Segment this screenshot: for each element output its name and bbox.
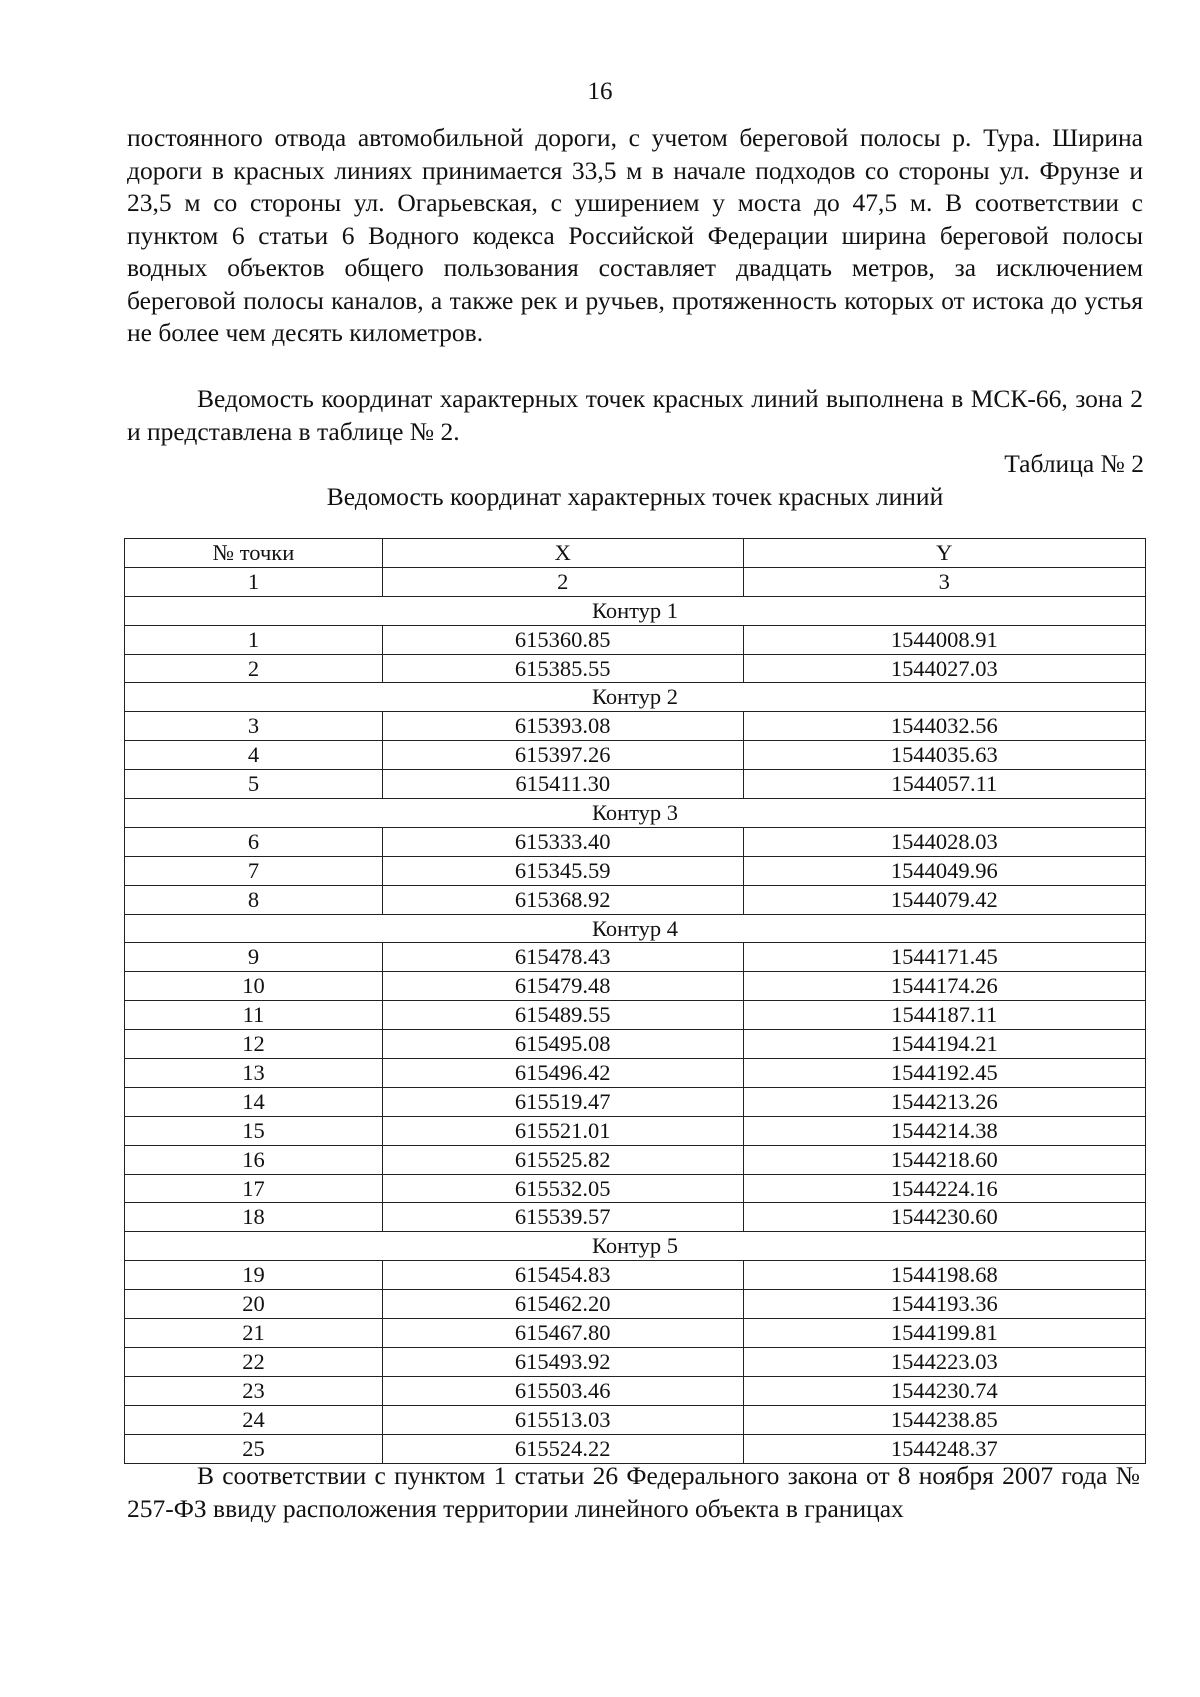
x-coordinate-cell: 615519.47: [382, 1087, 743, 1116]
contour-row: [125, 914, 1146, 943]
table-row: [125, 1030, 1146, 1059]
x-coordinate-cell: 615532.05: [382, 1174, 743, 1203]
table-row: [125, 1261, 1146, 1290]
x-coordinate-cell: 615333.40: [382, 827, 743, 856]
table-row: [125, 972, 1146, 1001]
point-number-cell: 21: [125, 1319, 383, 1348]
contour-label: Контур 4: [125, 914, 1146, 943]
paragraph-road-width: постоянного отвода автомобильной дороги, с учетом береговой полосы р. Тура. Ширина дороги в красных линиях принимается 33,5 м в начале подходов со стороны ул. Фрунзе и 23,5 м со стороны ул. Огарьевская, с уширением у моста до 47,5 м. В соответствии с пунктом 6 статьи 6 Водного кодекса Российской Федерации ширина береговой полосы водных объектов общего пользования составляет двадцать метров, за исключением береговой полосы каналов, а также рек и ручьев, протяженность которых от истока до устья не более чем десять километров.: [127, 123, 1143, 347]
contour-label: Контур 3: [125, 799, 1146, 828]
point-number-cell: 16: [125, 1145, 383, 1174]
table-row: [125, 827, 1146, 856]
point-number-cell: 11: [125, 1001, 383, 1030]
x-coordinate-cell: 615454.83: [382, 1261, 743, 1290]
x-coordinate-cell: 615495.08: [382, 1030, 743, 1059]
table-caption: Таблица № 2: [1004, 449, 1144, 478]
table-row: [125, 625, 1146, 654]
point-number-cell: 13: [125, 1059, 383, 1088]
y-coordinate-cell: 1544238.85: [743, 1405, 1145, 1434]
table-row: [125, 1059, 1146, 1088]
coordinates-table: [124, 538, 1146, 1464]
y-coordinate-cell: 1544223.03: [743, 1347, 1145, 1376]
header-y: Y: [743, 539, 1145, 568]
y-coordinate-cell: 1544230.74: [743, 1376, 1145, 1405]
x-coordinate-cell: 615360.85: [382, 625, 743, 654]
point-number-cell: 22: [125, 1347, 383, 1376]
y-coordinate-cell: 1544224.16: [743, 1174, 1145, 1203]
table-header-row: [125, 539, 1146, 568]
point-number-cell: 10: [125, 972, 383, 1001]
x-coordinate-cell: 615524.22: [382, 1434, 743, 1463]
x-coordinate-cell: 615479.48: [382, 972, 743, 1001]
x-coordinate-cell: 615478.43: [382, 943, 743, 972]
point-number-cell: 2: [125, 654, 383, 683]
y-coordinate-cell: 1544057.11: [743, 770, 1145, 799]
point-number-cell: 23: [125, 1376, 383, 1405]
table-row: [125, 1203, 1146, 1232]
table-row: [125, 712, 1146, 741]
table-row: [125, 1087, 1146, 1116]
table-row: [125, 1001, 1146, 1030]
y-coordinate-cell: 1544187.11: [743, 1001, 1145, 1030]
point-number-cell: 9: [125, 943, 383, 972]
table-row: [125, 1116, 1146, 1145]
x-coordinate-cell: 615385.55: [382, 654, 743, 683]
table-column-numbers-row: [125, 567, 1146, 596]
table-row: [125, 741, 1146, 770]
table-row: [125, 885, 1146, 914]
table-row: [125, 770, 1146, 799]
point-number-cell: 14: [125, 1087, 383, 1116]
header-x: X: [382, 539, 743, 568]
table-row: [125, 943, 1146, 972]
contour-label: Контур 2: [125, 683, 1146, 712]
table-row: [125, 654, 1146, 683]
table-row: [125, 1290, 1146, 1319]
table-row: [125, 1434, 1146, 1463]
contour-row: [125, 596, 1146, 625]
point-number-cell: 6: [125, 827, 383, 856]
table-title: Ведомость координат характерных точек красных линий: [326, 482, 944, 511]
column-number-3: 3: [743, 567, 1145, 596]
point-number-cell: 8: [125, 885, 383, 914]
column-number-1: 1: [125, 567, 383, 596]
point-number-cell: 17: [125, 1174, 383, 1203]
page-number: 16: [587, 78, 613, 105]
y-coordinate-cell: 1544027.03: [743, 654, 1145, 683]
x-coordinate-cell: 615345.59: [382, 856, 743, 885]
y-coordinate-cell: 1544049.96: [743, 856, 1145, 885]
y-coordinate-cell: 1544218.60: [743, 1145, 1145, 1174]
paragraph-coordinates-intro: Ведомость координат характерных точек красных линий выполнена в МСК-66, зона 2 и представлена в таблице № 2.: [127, 384, 1143, 446]
point-number-cell: 19: [125, 1261, 383, 1290]
table-row: [125, 1319, 1146, 1348]
y-coordinate-cell: 1544230.60: [743, 1203, 1145, 1232]
y-coordinate-cell: 1544248.37: [743, 1434, 1145, 1463]
x-coordinate-cell: 615493.92: [382, 1347, 743, 1376]
point-number-cell: 24: [125, 1405, 383, 1434]
point-number-cell: 1: [125, 625, 383, 654]
table-row: [125, 1376, 1146, 1405]
x-coordinate-cell: 615539.57: [382, 1203, 743, 1232]
y-coordinate-cell: 1544171.45: [743, 943, 1145, 972]
y-coordinate-cell: 1544193.36: [743, 1290, 1145, 1319]
point-number-cell: 25: [125, 1434, 383, 1463]
point-number-cell: 18: [125, 1203, 383, 1232]
y-coordinate-cell: 1544214.38: [743, 1116, 1145, 1145]
x-coordinate-cell: 615489.55: [382, 1001, 743, 1030]
point-number-cell: 5: [125, 770, 383, 799]
table-row: [125, 856, 1146, 885]
y-coordinate-cell: 1544032.56: [743, 712, 1145, 741]
x-coordinate-cell: 615368.92: [382, 885, 743, 914]
paragraph-federal-law: В соответствии с пунктом 1 статьи 26 Федерального закона от 8 ноября 2007 года № 257-ФЗ ввиду расположения территории линейного объекта в границах: [127, 1461, 1140, 1523]
column-number-2: 2: [382, 567, 743, 596]
x-coordinate-cell: 615513.03: [382, 1405, 743, 1434]
x-coordinate-cell: 615467.80: [382, 1319, 743, 1348]
contour-row: [125, 1232, 1146, 1261]
y-coordinate-cell: 1544028.03: [743, 827, 1145, 856]
y-coordinate-cell: 1544194.21: [743, 1030, 1145, 1059]
contour-row: [125, 799, 1146, 828]
point-number-cell: 7: [125, 856, 383, 885]
y-coordinate-cell: 1544035.63: [743, 741, 1145, 770]
y-coordinate-cell: 1544192.45: [743, 1059, 1145, 1088]
x-coordinate-cell: 615411.30: [382, 770, 743, 799]
x-coordinate-cell: 615496.42: [382, 1059, 743, 1088]
y-coordinate-cell: 1544198.68: [743, 1261, 1145, 1290]
x-coordinate-cell: 615393.08: [382, 712, 743, 741]
contour-label: Контур 1: [125, 596, 1146, 625]
contour-label: Контур 5: [125, 1232, 1146, 1261]
x-coordinate-cell: 615521.01: [382, 1116, 743, 1145]
table-row: [125, 1145, 1146, 1174]
table-row: [125, 1174, 1146, 1203]
table-row: [125, 1405, 1146, 1434]
y-coordinate-cell: 1544199.81: [743, 1319, 1145, 1348]
header-point-number: № точки: [125, 539, 383, 568]
y-coordinate-cell: 1544174.26: [743, 972, 1145, 1001]
x-coordinate-cell: 615525.82: [382, 1145, 743, 1174]
y-coordinate-cell: 1544213.26: [743, 1087, 1145, 1116]
point-number-cell: 20: [125, 1290, 383, 1319]
y-coordinate-cell: 1544008.91: [743, 625, 1145, 654]
table-row: [125, 1347, 1146, 1376]
y-coordinate-cell: 1544079.42: [743, 885, 1145, 914]
point-number-cell: 12: [125, 1030, 383, 1059]
table-body: [125, 596, 1146, 1463]
contour-row: [125, 683, 1146, 712]
x-coordinate-cell: 615503.46: [382, 1376, 743, 1405]
x-coordinate-cell: 615462.20: [382, 1290, 743, 1319]
x-coordinate-cell: 615397.26: [382, 741, 743, 770]
point-number-cell: 15: [125, 1116, 383, 1145]
point-number-cell: 4: [125, 741, 383, 770]
point-number-cell: 3: [125, 712, 383, 741]
